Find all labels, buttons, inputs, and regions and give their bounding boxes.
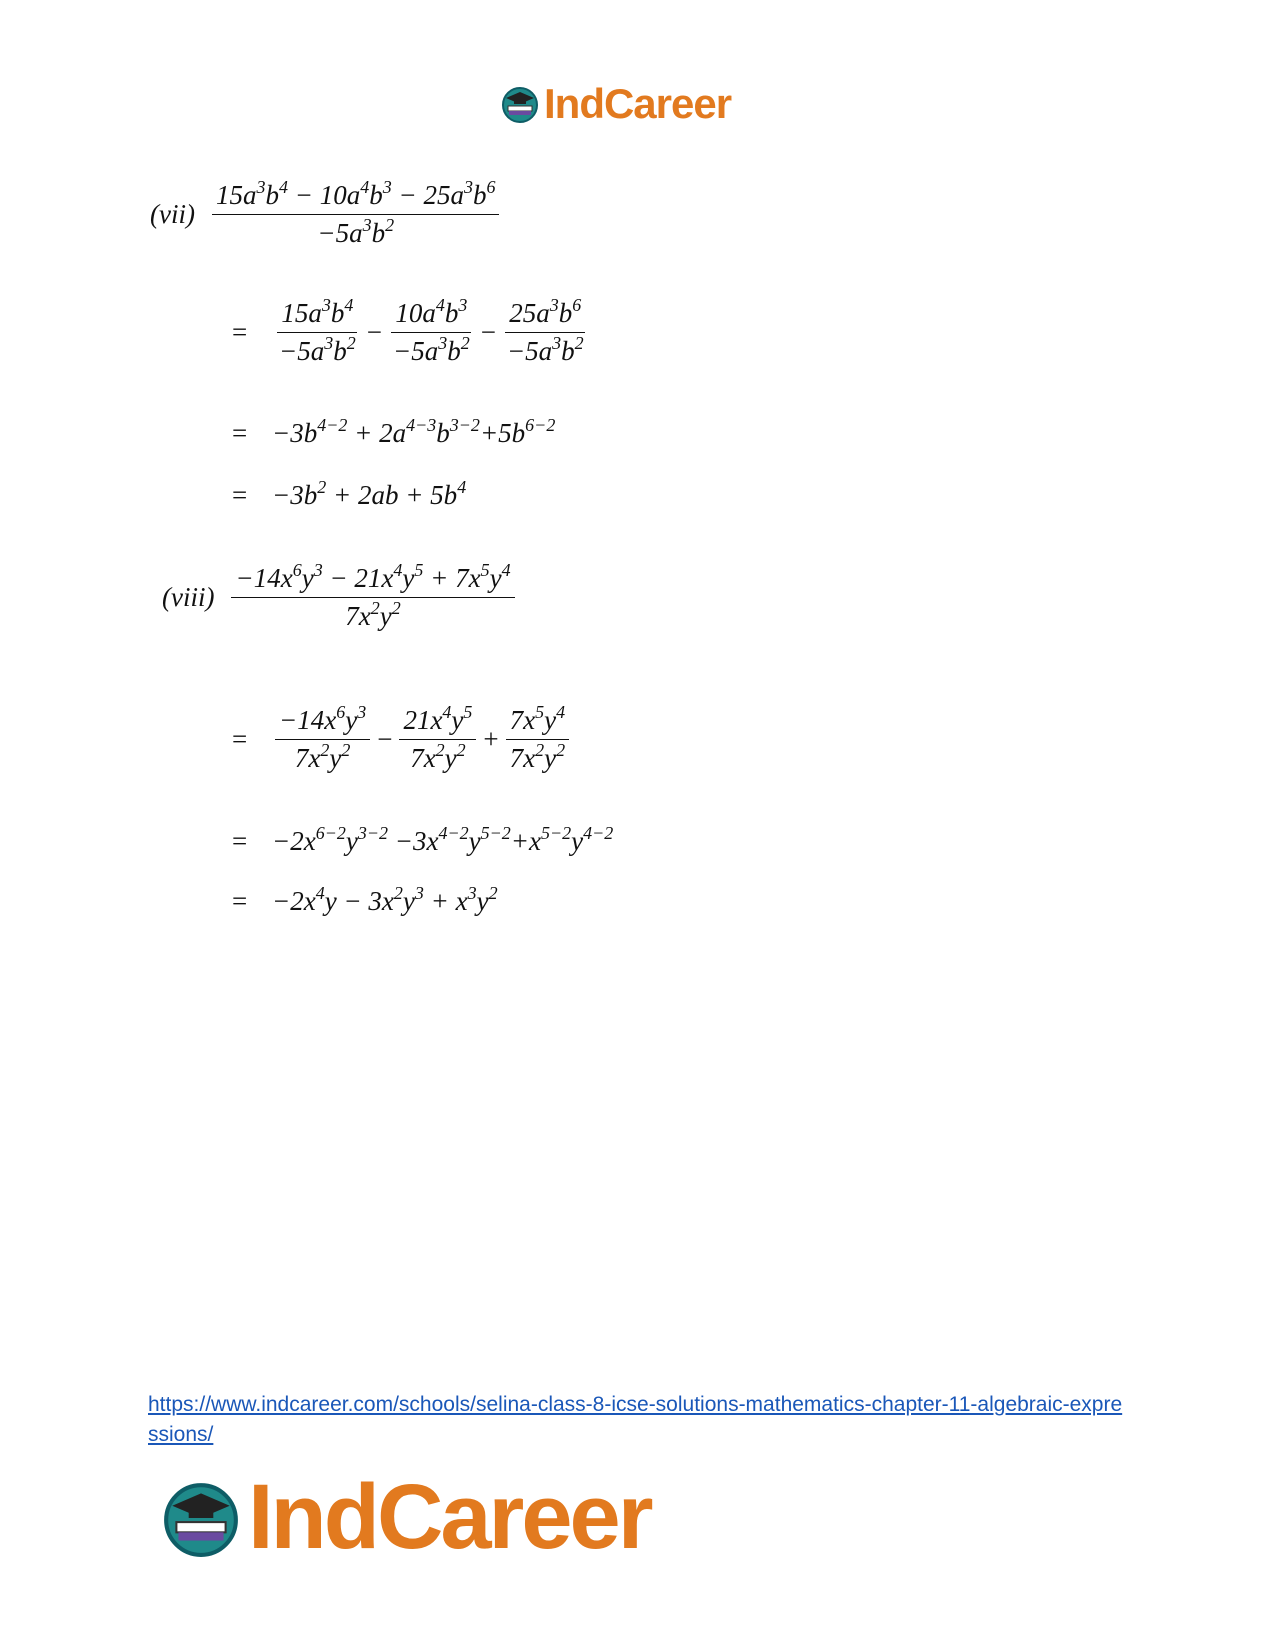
graduation-cap-books-globe-icon bbox=[160, 1477, 242, 1559]
expression: $-2x^{6-2}y^{3-2} -3x^{4-2}y^{5-2}+x^{5-2}y^{4-2}$ bbox=[272, 823, 614, 856]
part-viii-step-2 bbox=[232, 823, 614, 857]
fraction: $\frac{15a^3b^4}{-5a^3b^2}$ bbox=[279, 295, 356, 366]
header-logo-text: IndCareer bbox=[544, 80, 732, 127]
part-vii-problem-numerator: $15a^3b^4 - 10a^4b^3 - 25a^3b^6$ bbox=[212, 180, 499, 215]
graduation-cap-books-globe-icon bbox=[500, 84, 540, 124]
fraction: $\frac{21x^4y^5}{7x^2y^2}$ bbox=[399, 705, 476, 774]
expression: $-3b^{4-2} + 2a^{4-3}b^{3-2}+5b^{6-2}$ bbox=[272, 415, 556, 448]
fraction: $\frac{25a^3b^6}{-5a^3b^2}$ bbox=[506, 295, 584, 366]
part-viii-problem bbox=[162, 560, 518, 632]
part-viii-problem-numerator: $-14x^6y^3 - 21x^4y^5 + 7x^5y^4$ bbox=[231, 563, 514, 598]
equals-sign: = bbox=[232, 480, 248, 510]
part-vii-problem bbox=[150, 177, 502, 249]
footer-logo bbox=[160, 1465, 651, 1570]
part-viii-problem-fraction bbox=[231, 560, 514, 632]
part-viii-problem-denominator: $7x^2y^2$ bbox=[345, 598, 401, 631]
operator: + bbox=[483, 724, 499, 754]
part-vii-step-2 bbox=[232, 415, 556, 449]
part-viii-step-3 bbox=[232, 883, 498, 917]
part-vii-step-1 bbox=[232, 295, 591, 367]
fraction: $\frac{-14x^6y^3}{7x^2y^2}$ bbox=[275, 705, 370, 774]
equals-sign: = bbox=[232, 418, 248, 448]
footer-url-link[interactable]: https://www.indcareer.com/schools/selina-class-8-icse-solutions-mathematics-chapter-11-algebraic-expressions/ bbox=[148, 1393, 1123, 1446]
expression: $-3b^2 + 2ab + 5b^4$ bbox=[272, 477, 467, 510]
equals-sign: = bbox=[232, 886, 248, 916]
equals-sign: = bbox=[232, 826, 248, 856]
fraction: $\frac{7x^5y^4}{7x^2y^2}$ bbox=[506, 705, 569, 774]
operator: − bbox=[480, 317, 496, 347]
part-viii-label: (viii) bbox=[162, 582, 215, 612]
equals-sign: = bbox=[232, 317, 248, 347]
header-logo bbox=[500, 80, 731, 128]
operator: − bbox=[377, 724, 393, 754]
expression: $-2x^4y - 3x^2y^3 + x^3y^2$ bbox=[272, 883, 498, 916]
part-vii-problem-fraction bbox=[212, 177, 499, 249]
equals-sign: = bbox=[232, 724, 248, 754]
fraction: $\frac{10a^4b^3}{-5a^3b^2}$ bbox=[392, 295, 470, 366]
operator: − bbox=[366, 317, 382, 347]
part-vii-problem-denominator: $-5a^3b^2$ bbox=[317, 215, 395, 248]
part-vii-label: (vii) bbox=[150, 199, 195, 229]
part-viii-step-1 bbox=[232, 702, 572, 774]
footer-logo-text: IndCareer bbox=[248, 1466, 651, 1568]
part-vii-step-3 bbox=[232, 477, 467, 511]
